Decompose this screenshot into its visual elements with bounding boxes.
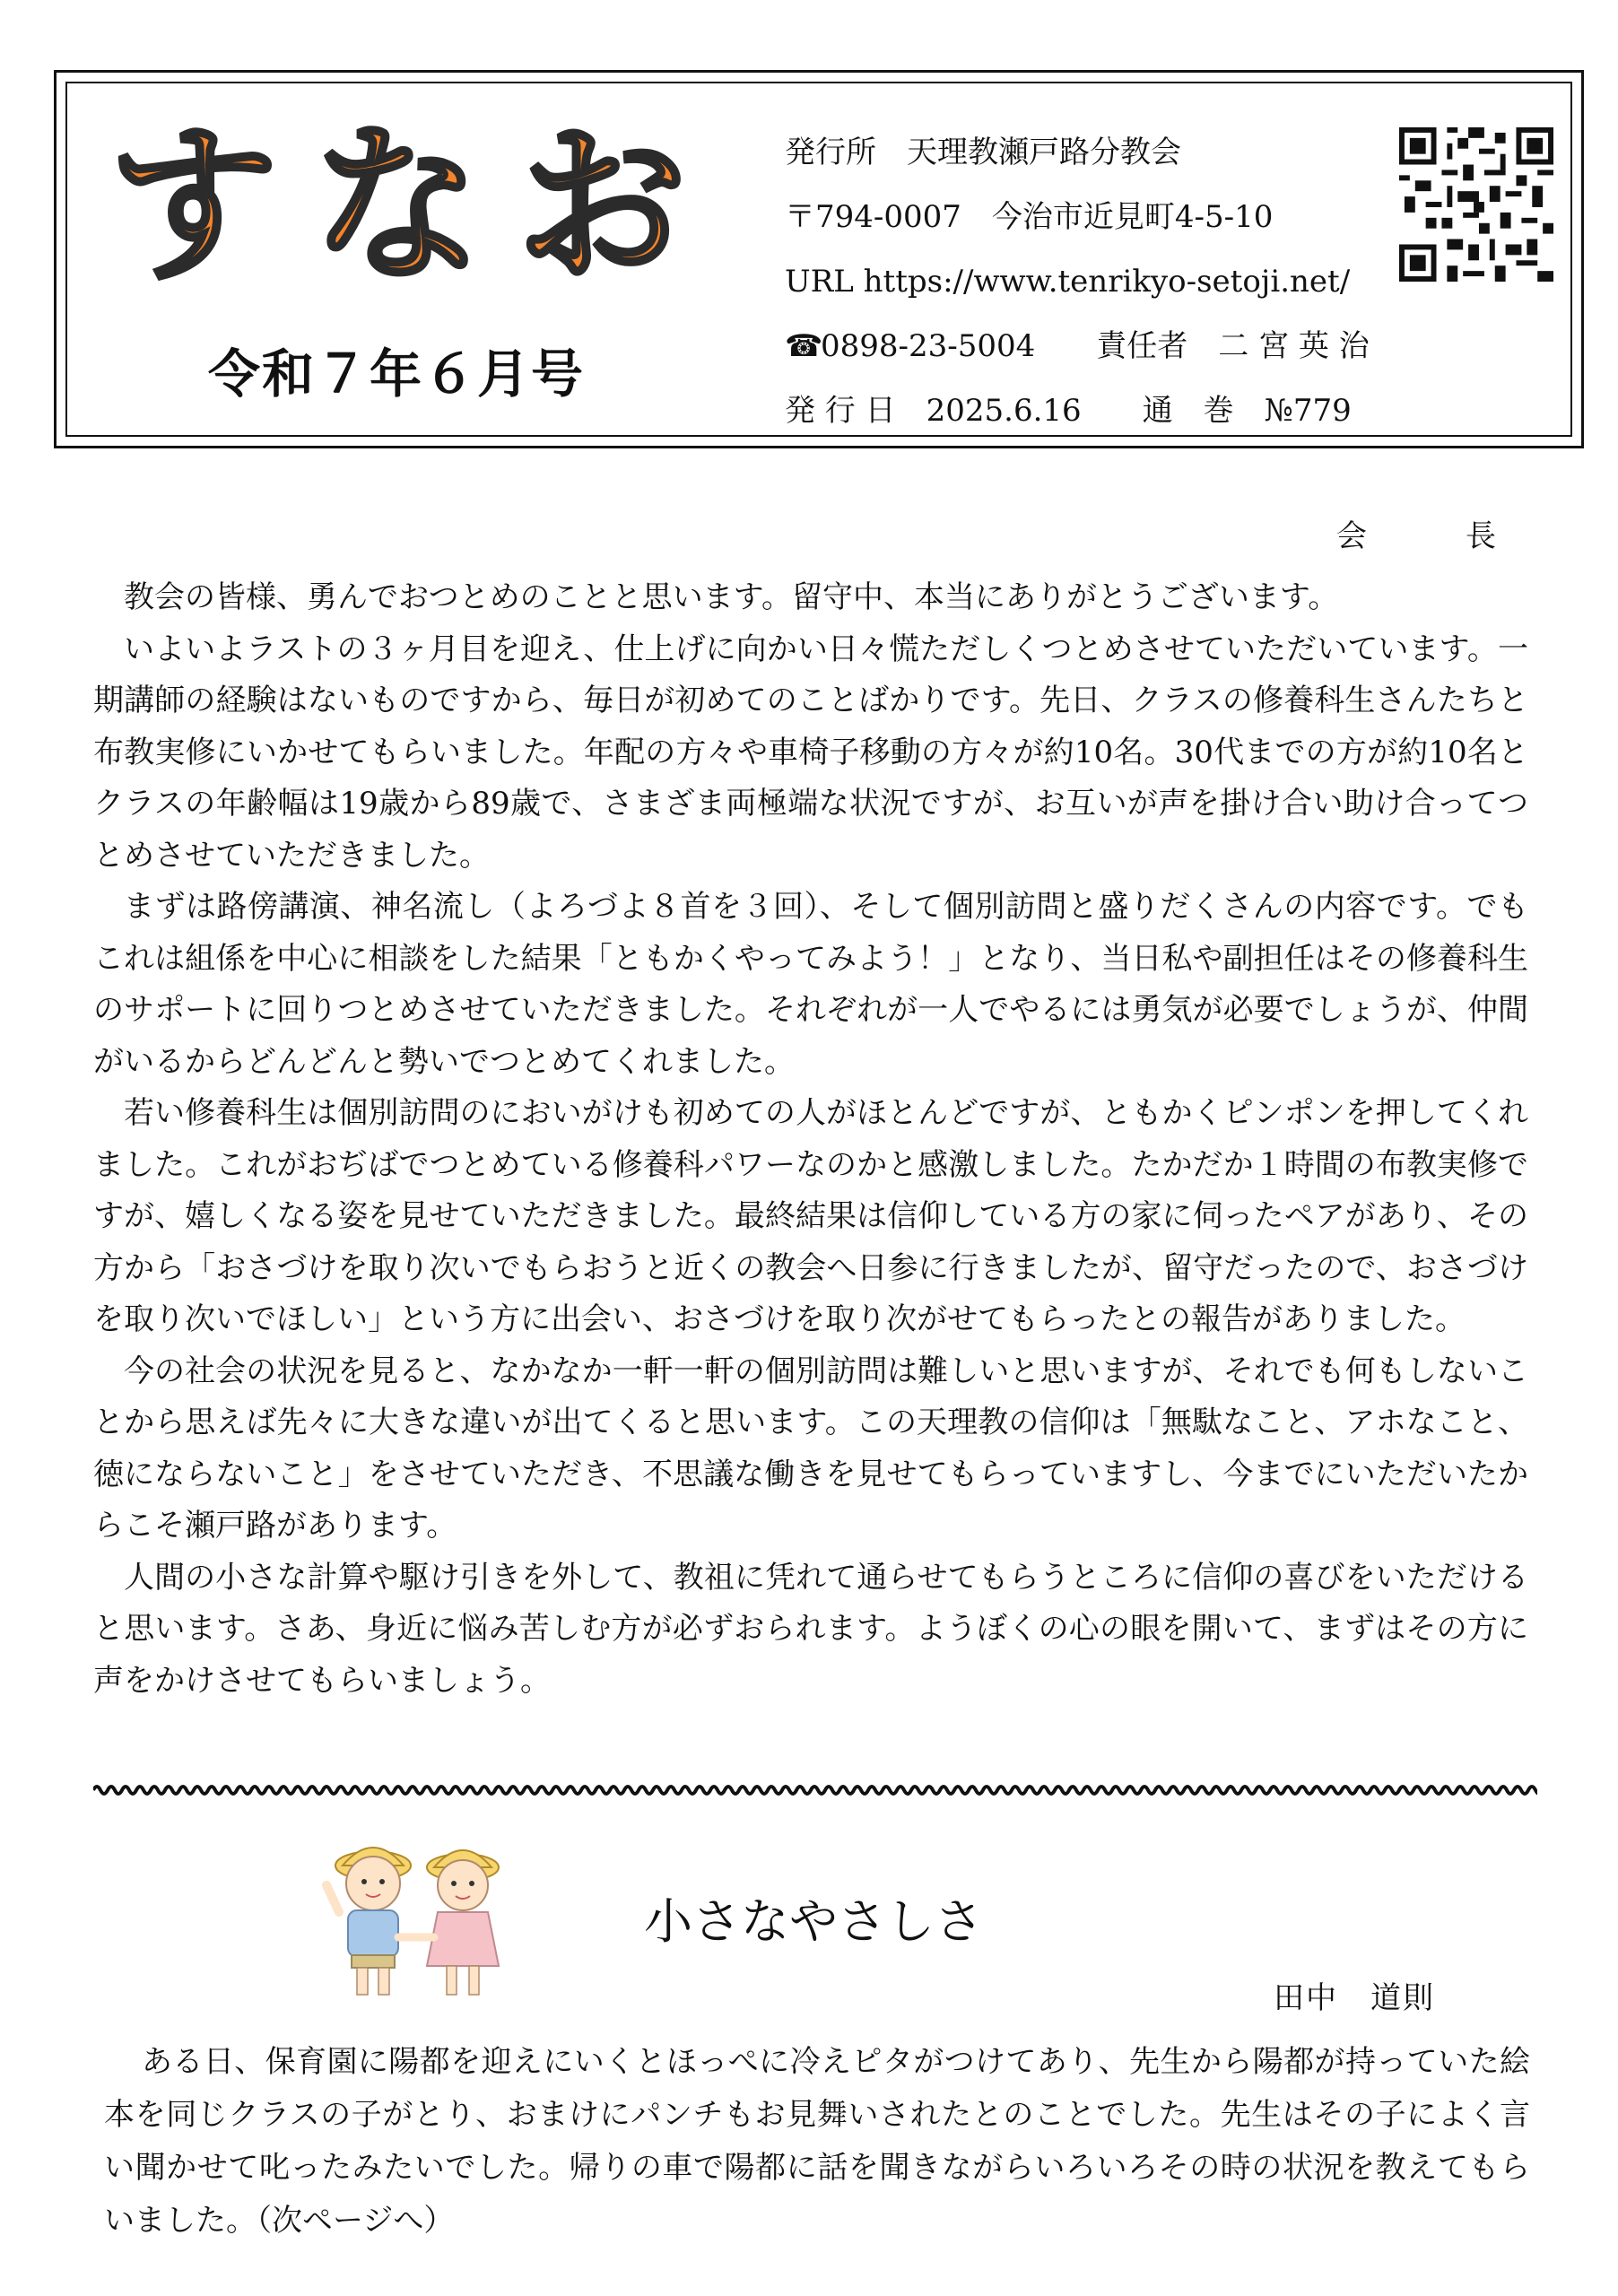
- main-article: [93, 572, 1528, 1707]
- publisher-line: 発行所 天理教瀬戸路分教会: [785, 135, 1181, 170]
- article-paragraph: いよいよラストの３ヶ月目を迎え、仕上げに向かい日々慌ただしくつとめさせていただいています。一期講師の経験はないものですから、毎日が初めてのことばかりです。先日、クラスの修養科生さんたちと布教実修にいかせてもらいました。年配の方々や車椅子移動の方々が約10名。30代までの方が約10名とクラスの年齢幅は19歳から89歳で、さまざま両極端な状況ですが、お互いが声を掛け合い助け合ってつとめさせていただきました。: [93, 631, 1528, 874]
- phone-row: [785, 314, 1370, 378]
- address-line: 〒794-0007 今治市近見町4-5-10: [785, 199, 1274, 235]
- phone-line: 0898-23-5004 責任者 二 宮 英 治: [821, 328, 1370, 364]
- essay-title: 小さなやさしさ: [644, 1893, 983, 1950]
- qr-code-icon[interactable]: [1399, 127, 1553, 282]
- article-paragraph: 若い修養科生は個別訪問のにおいがけも初めての人がほとんどですが、ともかくピンポンを押してくれました。これがおぢばでつとめている修養科パワーなのかと感激しました。たかだか１時間の布教実修ですが、嬉しくなる姿を見せていただきました。最終結果は信仰している方の家に伺ったペアがあり、その方から「おさづけを取り次いでもらおうと近くの教会へ日参に行きましたが、留守だったので、おさづけを取り次いでほしい」という方に出会い、おさづけを取り次がせてもらったとの報告がありました。: [93, 1095, 1528, 1337]
- article-paragraph: まずは路傍講演、神名流し（よろづよ８首を３回）、そして個別訪問と盛りだくさんの内容です。でもこれは組係を中心に相談をした結果「ともかくやってみよう！」となり、当日私や副担任はその修養科生のサポートに回りつとめさせていただきました。それぞれが一人でやるには勇気が必要でしょうが、仲間がいるからどんどんと勢いでつとめてくれました。: [93, 889, 1528, 1080]
- essay-paragraph: ある日、保育園に陽都を迎えにいくとほっぺに冷えピタがつけてあり、先生から陽都が持っていた絵本を同じクラスの子がとり、おまけにパンチもお見舞いされたとのことでした。先生はその子によく言い聞かせて叱ったみたいでした。帰りの車で陽都に話を聞きながらいろいろその時の状況を教えてもらいました。（次ページへ）: [104, 2044, 1530, 2239]
- phone-icon: ☎: [785, 328, 823, 364]
- newsletter-title: すなお: [108, 107, 722, 305]
- url-line[interactable]: URL https://www.tenrikyo-setoji.net/: [785, 264, 1351, 300]
- two-children-illustration: [312, 1822, 527, 2011]
- essay-author: 田中 道則: [1274, 1980, 1435, 2016]
- essay-body: [104, 2036, 1530, 2248]
- article-paragraph: 教会の皆様、勇んでおつとめのことと思います。留守中、本当にありがとうございます。: [124, 579, 1339, 615]
- publisher-info: [785, 120, 1370, 443]
- wavy-divider: [93, 1779, 1537, 1801]
- main-article-author: 会 長: [1336, 518, 1498, 554]
- issue-label: 令和７年６月号: [208, 344, 586, 404]
- article-paragraph: 人間の小さな計算や駆け引きを外して、教祖に凭れて通らせてもらうところに信仰の喜びをいただけると思います。さあ、身近に悩み苦しむ方が必ずおられます。ようぼくの心の眼を開いて、まずはその方に声をかけさせてもらいましょう。: [93, 1559, 1528, 1699]
- article-paragraph: 今の社会の状況を見ると、なかなか一軒一軒の個別訪問は難しいと思いますが、それでも何もしないことから思えば先々に大きな違いが出てくると思います。この天理教の信仰は「無駄なこと、アホなこと、徳にならないこと」をさせていただき、不思議な働きを見せてもらっていますし、今までにいただいたからこそ瀬戸路があります。: [93, 1352, 1528, 1544]
- date-line: 発 行 日 2025.6.16 通 巻 №779: [785, 393, 1352, 429]
